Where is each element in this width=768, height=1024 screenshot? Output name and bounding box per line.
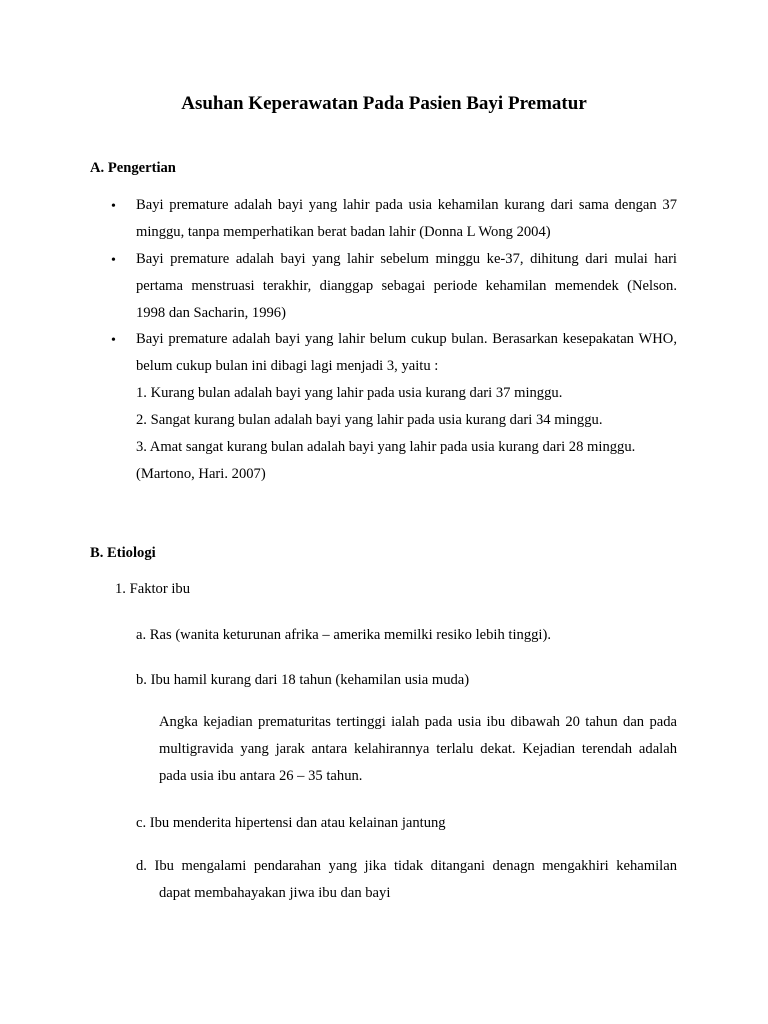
text-line: 1. Kurang bulan adalah bayi yang lahir pada usia kurang dari 37 minggu. [136, 385, 563, 401]
etiology-item-a: a. Ras (wanita keturunan afrika – amerika memilki resiko lebih tinggi). [136, 627, 551, 643]
text-line: Angka kejadian prematuritas tertinggi ialah pada usia ibu dibawah 20 tahun dan pada [159, 714, 677, 730]
text-line: Bayi premature adalah bayi yang lahir belum cukup bulan. Berasarkan kesepakatan WHO, [136, 331, 677, 347]
text-line: 2. Sangat kurang bulan adalah bayi yang lahir pada usia kurang dari 34 minggu. [136, 412, 603, 428]
text-line: (Martono, Hari. 2007) [136, 466, 266, 482]
text-line: 3. Amat sangat kurang bulan adalah bayi yang lahir pada usia kurang dari 28 minggu. [136, 439, 636, 455]
definition-bullet-2 [136, 246, 677, 327]
definition-bullet-1 [136, 192, 677, 246]
definition-bullet-3 [136, 326, 677, 488]
etiology-item-d [136, 853, 677, 907]
text-line: dapat membahayakan jiwa ibu dan bayi [159, 885, 391, 901]
etiology-item-b: b. Ibu hamil kurang dari 18 tahun (kehamilan usia muda) [136, 672, 470, 688]
section-b-heading: B. Etiologi [90, 545, 156, 561]
bullet-marker [111, 196, 116, 217]
text-line: Bayi premature adalah bayi yang lahir pada usia kehamilan kurang dari sama dengan 37 [136, 197, 677, 213]
bullet-marker [111, 330, 116, 351]
text-line: 1998 dan Sacharin, 1996) [136, 305, 286, 321]
etiology-item-b-detail [159, 709, 677, 790]
text-line: multigravida yang jarak antara kelahirannya terlalu dekat. Kejadian terendah adalah [159, 741, 677, 757]
text-line: pertama menstruasi terakhir, dianggap sebagai periode kehamilan memendek (Nelson. [136, 278, 677, 294]
etiology-item-c: c. Ibu menderita hipertensi dan atau kelainan jantung [136, 815, 446, 831]
factor-ibu-heading: 1. Faktor ibu [115, 581, 190, 597]
text-line: minggu, tanpa memperhatikan berat badan lahir (Donna L Wong 2004) [136, 224, 551, 240]
bullet-marker [111, 250, 116, 271]
text-line: belum cukup bulan ini dibagi lagi menjadi 3, yaitu : [136, 358, 439, 374]
text-line: d. Ibu mengalami pendarahan yang jika tidak ditangani denagn mengakhiri kehamilan [136, 858, 677, 874]
text-line: Bayi premature adalah bayi yang lahir sebelum minggu ke-37, dihitung dari mulai hari [136, 251, 677, 267]
section-a-heading: A. Pengertian [90, 160, 176, 176]
text-line: pada usia ibu antara 26 – 35 tahun. [159, 768, 363, 784]
document-title: Asuhan Keperawatan Pada Pasien Bayi Prematur [181, 93, 587, 114]
